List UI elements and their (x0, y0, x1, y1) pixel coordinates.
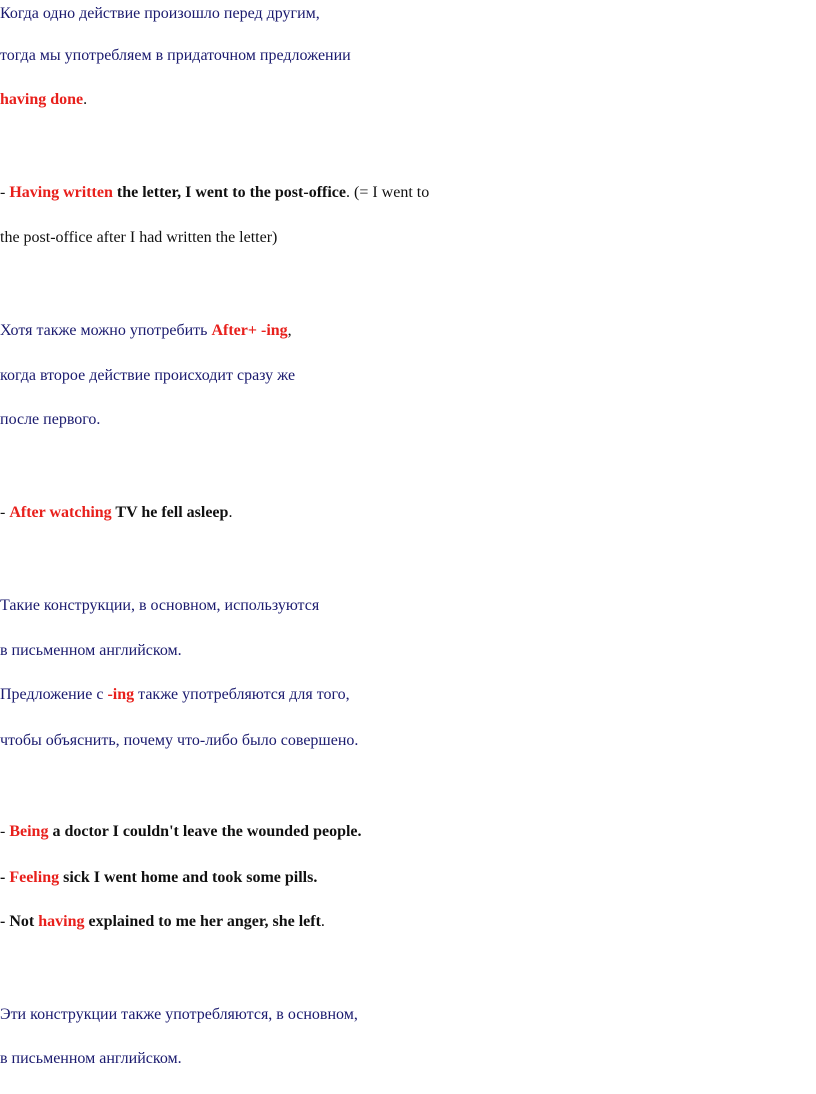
example-1-line-1: - Having written the letter, I went to the post-office. (= I went to (0, 184, 430, 201)
paragraph-2-line-3: после первого. (0, 411, 101, 428)
paragraph-3-line-4: чтобы объяснить, почему что-либо было совершено. (0, 732, 359, 749)
paragraph-2-line-1: Хотя также можно употребить After+ -ing, (0, 322, 292, 339)
paragraph-4-line-1: Эти конструкции также употребляются, в основном, (0, 1006, 358, 1023)
highlight-term: -ing (107, 686, 135, 703)
paragraph-1-line-3: having done. (0, 91, 88, 108)
paragraph-1-line-2: тогда мы употребляем в придаточном предложении (0, 47, 351, 64)
highlight-term: Being (9, 823, 49, 840)
paragraph-3-line-2: в письменном английском. (0, 642, 182, 659)
paragraph-3-line-1: Такие конструкции, в основном, используются (0, 597, 320, 614)
paragraph-1-line-1: Когда одно действие произошло перед другим, (0, 5, 320, 22)
highlight-term: having done (0, 91, 84, 108)
highlight-term: Feeling (9, 869, 60, 886)
highlight-term: After watching (9, 504, 112, 521)
example-2-line-1: - After watching TV he fell asleep. (0, 504, 233, 521)
paragraph-2-line-2: когда второе действие происходит сразу же (0, 367, 296, 384)
paragraph-3-line-3: Предложение с -ing также употребляются для того, (0, 686, 350, 703)
example-1-line-2: the post-office after I had written the letter) (0, 229, 278, 246)
paragraph-4-line-2: в письменном английском. (0, 1050, 182, 1067)
highlight-term: Having written (9, 184, 113, 201)
example-3-line-3: - Not having explained to me her anger, she left. (0, 913, 325, 930)
highlight-term: having (38, 913, 85, 930)
example-3-line-2: - Feeling sick I went home and took some pills. (0, 869, 318, 886)
example-3-line-1: - Being a doctor I couldn't leave the wounded people. (0, 823, 362, 840)
highlight-term: After+ -ing (211, 322, 288, 339)
